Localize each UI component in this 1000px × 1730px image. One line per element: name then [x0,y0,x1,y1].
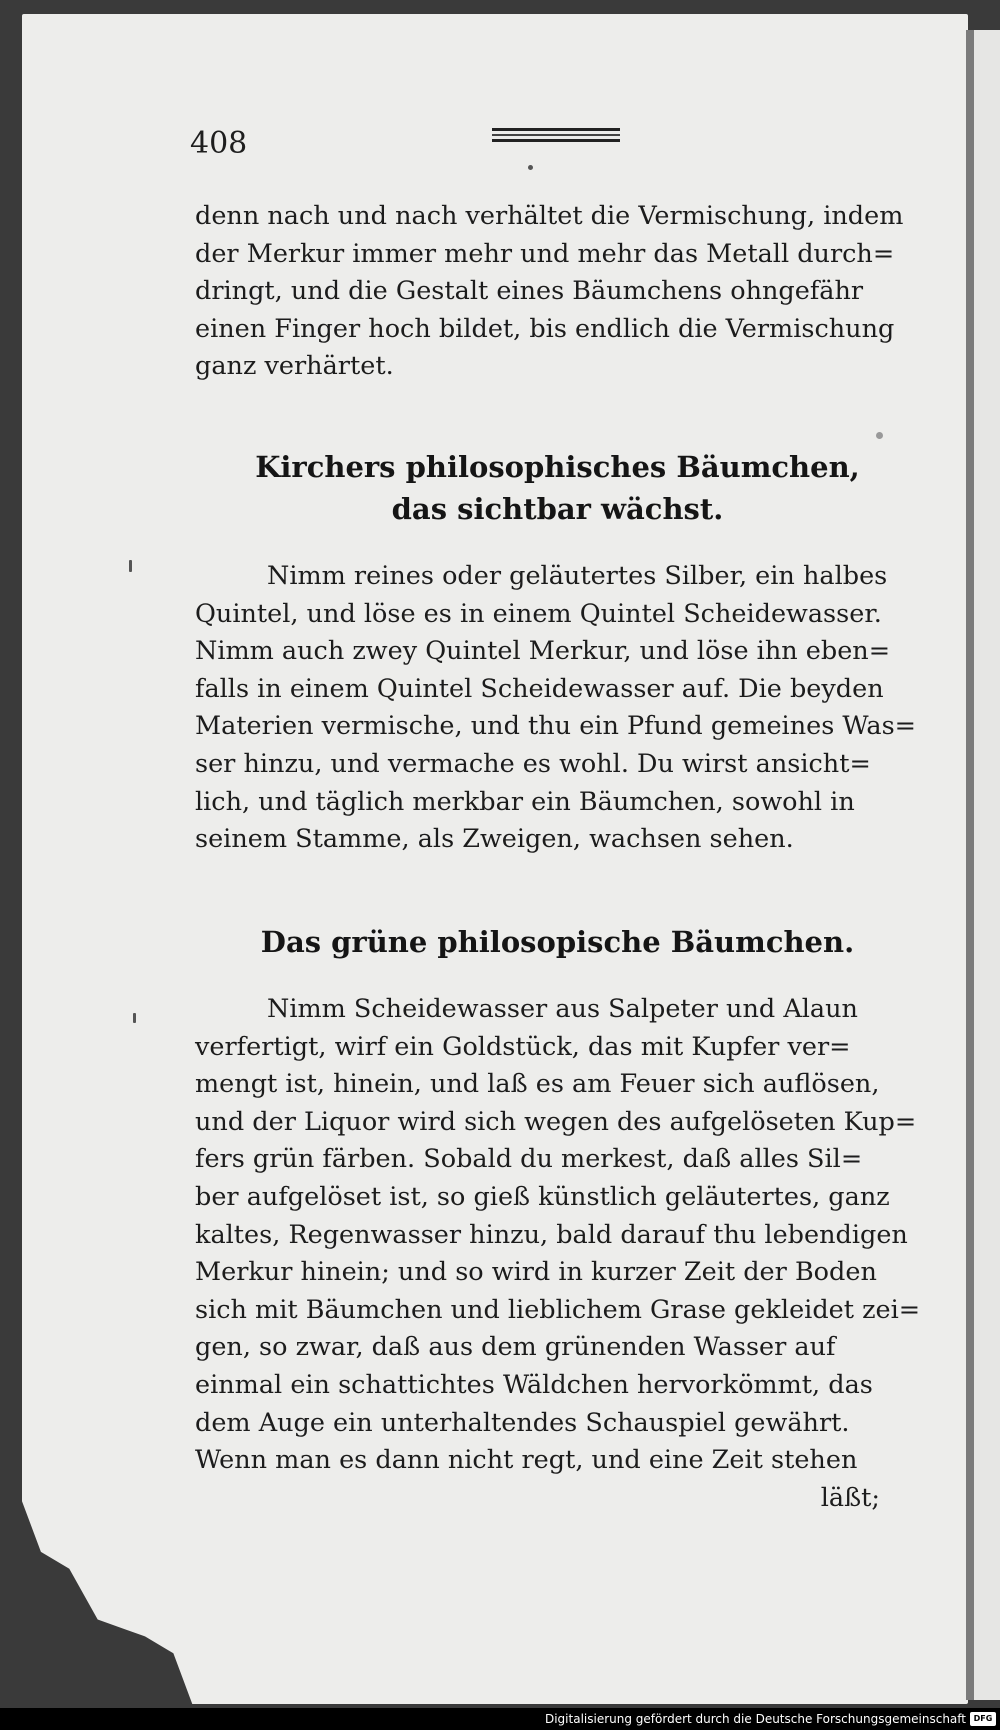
page-number: 408 [190,126,248,161]
text-line: dringt, und die Gestalt eines Bäumchens ohngefähr [195,276,864,307]
text-line: Wenn man es dann nicht regt, und eine Zeit stehen [195,1445,858,1476]
text-line: mengt ist, hinein, und laß es am Feuer sich auflösen, [195,1069,880,1100]
text-line: Merkur hinein; und so wird in kurzer Zeit der Boden [195,1257,877,1288]
text-line: denn nach und nach verhältet die Vermischung, indem [195,201,904,231]
text-line: falls in einem Quintel Scheidewasser auf. Die beyden [195,673,884,704]
text-line: seinem Stamme, als Zweigen, wachsen sehen. [195,824,794,855]
ink-speck [528,165,533,170]
heading-line: das sichtbar wächst. [391,492,724,526]
text-line: sich mit Bäumchen und lieblichem Grase gekleidet zei= [195,1294,921,1325]
digitization-footer [0,1708,1000,1730]
header-ornament-rule [492,128,620,142]
heading-line: Kirchers philosophisches Bäumchen, [255,450,860,484]
heading-line: Das grüne philosopische Bäumchen. [260,925,855,959]
adjacent-page-edge [974,30,1000,1700]
footer-credit: Digitalisierung gefördert durch die Deutsche Forschungsgemeinschaft [544,1712,966,1726]
catchword: läßt; [820,1482,880,1513]
text-line: kaltes, Regenwasser hinzu, bald darauf thu lebendigen [195,1219,908,1250]
ink-speck [876,432,883,439]
page-gutter [966,30,974,1700]
text-line: gen, so zwar, daß aus dem grünenden Wasser auf [195,1332,836,1363]
text-line: einen Finger hoch bildet, bis endlich die Vermischung [195,313,895,344]
paragraph-gruene [195,991,920,1517]
text-line: ganz verhärtet. [195,351,394,382]
text-line: verfertigt, wirf ein Goldstück, das mit Kupfer ver= [195,1031,851,1062]
text-line: lich, und täglich merkbar ein Bäumchen, sowohl in [195,786,855,817]
ink-speck [133,1013,136,1023]
text-line: der Merkur immer mehr und mehr das Metall durch= [195,238,895,269]
dfg-logo-icon: DFG [970,1712,996,1726]
text-line: einmal ein schattichtes Wäldchen hervorkömmt, das [195,1369,873,1400]
ink-speck [129,560,132,572]
text-line: Quintel, und löse es in einem Quintel Scheidewasser. [195,598,882,629]
section-heading-kircher [195,446,920,530]
text-line: fers grün färben. Sobald du merkest, daß alles Sil= [195,1144,863,1175]
text-line: dem Auge ein unterhaltendes Schauspiel gewährt. [195,1407,850,1438]
text-line: Nimm Scheidewasser aus Salpeter und Alaun [267,994,858,1024]
section-heading-gruene [195,921,920,963]
text-line: ber aufgelöset ist, so gieß künstlich geläutertes, ganz [195,1181,890,1212]
text-line: ser hinzu, und vermache es wohl. Du wirst ansicht= [195,748,871,779]
text-line: Materien vermische, und thu ein Pfund gemeines Was= [195,711,917,742]
paragraph-kircher [195,558,920,859]
text-line: und der Liquor wird sich wegen des aufgelöseten Kup= [195,1106,917,1137]
text-line: Nimm auch zwey Quintel Merkur, und löse ihn eben= [195,636,891,667]
text-line: Nimm reines oder geläutertes Silber, ein halbes [267,561,888,591]
paragraph-intro [195,198,920,386]
